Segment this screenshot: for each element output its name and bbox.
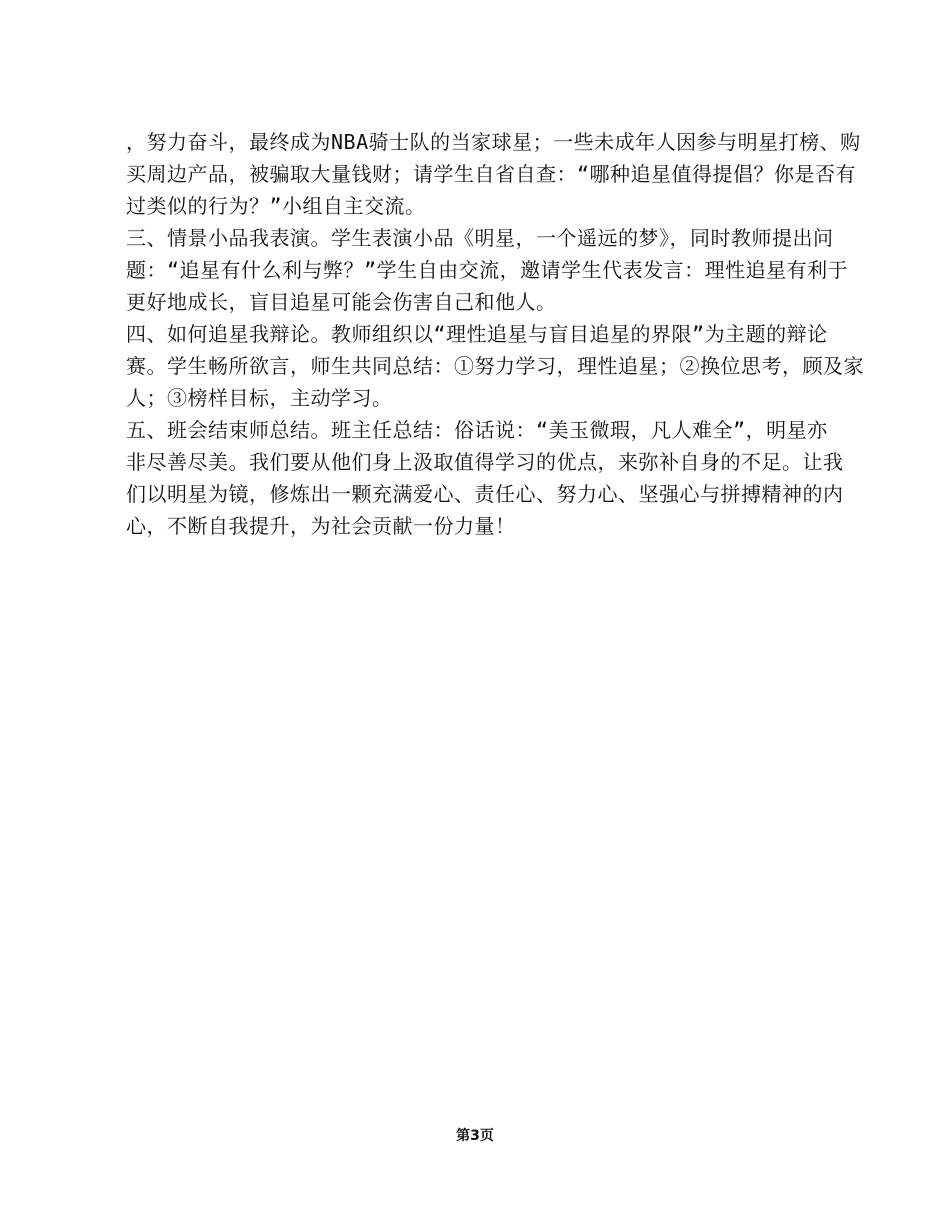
text-line: 五、班会结束师总结。班主任总结：俗话说：“美玉微瑕，凡人难全”，明星亦: [126, 418, 828, 442]
text-line: 非尽善尽美。我们要从他们身上汲取值得学习的优点，来弥补自身的不足。让我: [126, 450, 844, 474]
document-body: [126, 126, 871, 542]
text-line: ，努力奋斗，最终成为NBA骑士队的当家球星；一些未成年人因参与明星打榜、购: [126, 130, 861, 154]
text-line: 心，不断自我提升，为社会贡献一份力量！: [126, 514, 516, 538]
text-line: 人；③榜样目标，主动学习。: [126, 386, 393, 410]
page-number: 第3页: [456, 1128, 494, 1144]
text-line: 赛。学生畅所欲言，师生共同总结：①努力学习，理性追星；②换位思考，顾及家: [126, 354, 864, 378]
text-line: 题：“追星有什么利与弊？”学生自由交流，邀请学生代表发言：理性追星有利于: [126, 258, 849, 282]
text-line: 买周边产品，被骗取大量钱财；请学生自省自查：“哪种追星值得提倡？你是否有: [126, 162, 857, 186]
text-line: 们以明星为镜，修炼出一颗充满爱心、责任心、努力心、坚强心与拼搏精神的内: [126, 482, 844, 506]
text-line: 三、情景小品我表演。学生表演小品《明星，一个遥远的梦》，同时教师提出问: [126, 226, 834, 250]
text-line: 更好地成长，盲目追星可能会伤害自己和他人。: [126, 290, 557, 314]
text-line: 过类似的行为？”小组自主交流。: [126, 194, 426, 218]
text-line: 四、如何追星我辩论。教师组织以“理性追星与盲目追星的界限”为主题的辩论: [126, 322, 828, 346]
